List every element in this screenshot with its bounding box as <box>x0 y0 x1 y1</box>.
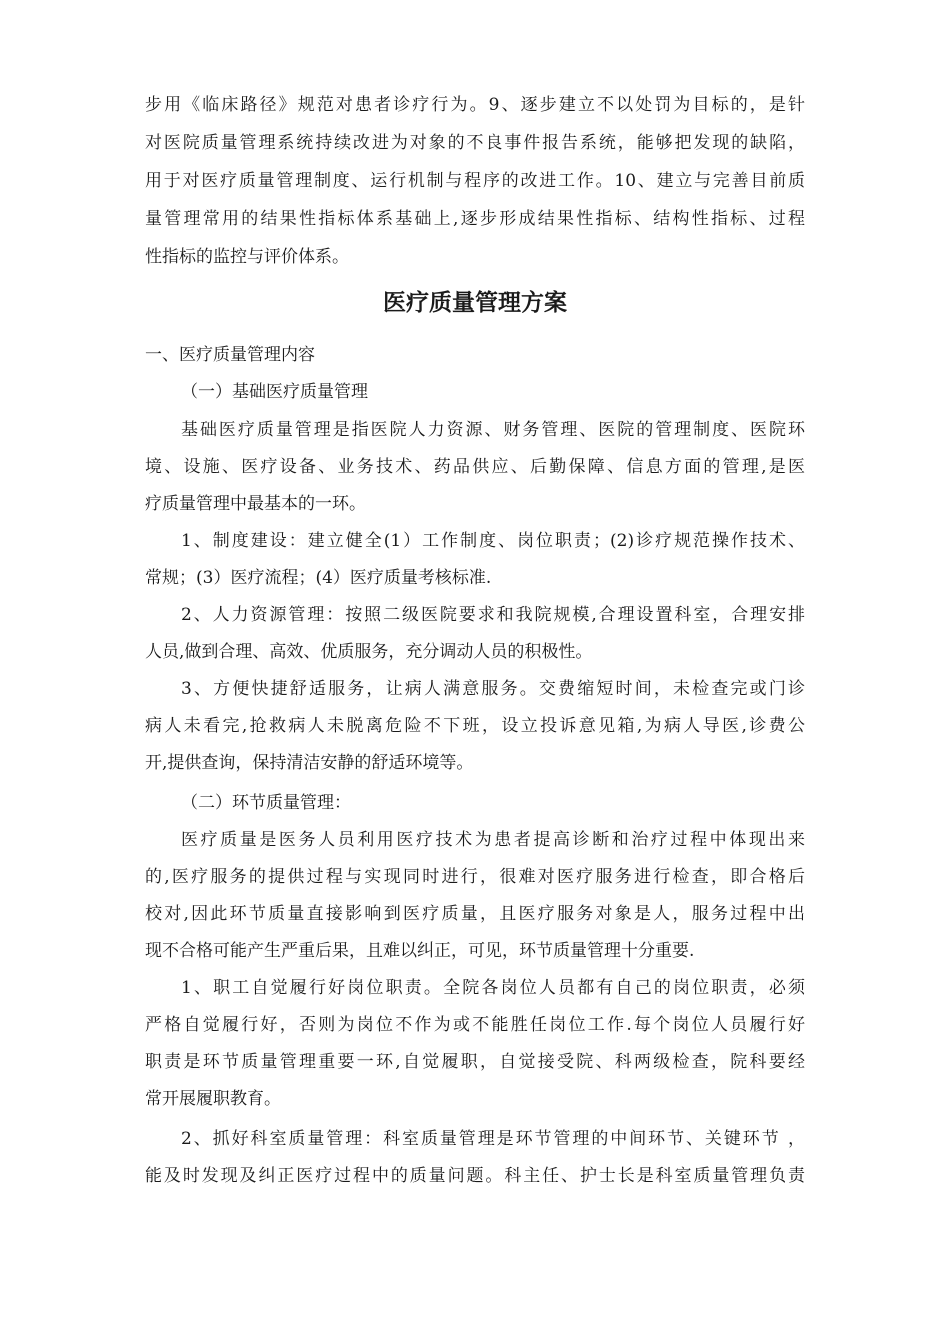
paragraph-line: 职责是环节质量管理重要一环,自觉履职，自觉接受院、科两级检查，院科要经 <box>145 1052 805 1072</box>
paragraph-line: 校对,因此环节质量直接影响到医疗质量，且医疗服务对象是人，服务过程中出 <box>145 904 805 924</box>
paragraph-line: 量管理常用的结果性指标体系基础上,逐步形成结果性指标、结构性指标、过程 <box>145 209 805 229</box>
subsection-heading: （二）环节质量管理： <box>181 793 351 813</box>
paragraph-line: 3、方便快捷舒适服务，让病人满意服务。交费缩短时间，未检查完或门诊 <box>181 679 805 699</box>
paragraph-line: 对医院质量管理系统持续改进为对象的不良事件报告系统，能够把发现的缺陷， <box>145 133 805 153</box>
section-heading: 一、医疗质量管理内容 <box>145 345 315 365</box>
paragraph-line: 基础医疗质量管理是指医院人力资源、财务管理、医院的管理制度、医院环 <box>181 420 805 440</box>
paragraph-line: 现不合格可能产生严重后果，且难以纠正，可见，环节质量管理十分重要. <box>145 941 695 961</box>
paragraph-line: 人员,做到合理、高效、优质服务，充分调动人员的积极性。 <box>145 642 593 662</box>
paragraph-line: 能及时发现及纠正医疗过程中的质量问题。科主任、护士长是科室质量管理负责 <box>145 1166 805 1186</box>
paragraph-line: 1、职工自觉履行好岗位职责。全院各岗位人员都有自己的岗位职责，必须 <box>181 978 805 998</box>
paragraph-line: 常开展履职教育。 <box>145 1089 281 1109</box>
paragraph-line: 1、制度建设：建立健全(1）工作制度、岗位职责；(2)诊疗规范操作技术、 <box>181 531 805 551</box>
paragraph-line: 步用《临床路径》规范对患者诊疗行为。9、逐步建立不以处罚为目标的，是针 <box>145 95 805 115</box>
paragraph-line: 2、人力资源管理：按照二级医院要求和我院规模,合理设置科室，合理安排 <box>181 605 805 625</box>
document-title: 医疗质量管理方案 <box>383 290 567 316</box>
paragraph-line: 境、设施、医疗设备、业务技术、药品供应、后勤保障、信息方面的管理,是医 <box>145 457 805 477</box>
paragraph-line: 严格自觉履行好，否则为岗位不作为或不能胜任岗位工作.每个岗位人员履行好 <box>145 1015 805 1035</box>
paragraph-line: 2、抓好科室质量管理：科室质量管理是环节管理的中间环节、关键环节 ， <box>181 1129 805 1149</box>
paragraph-line: 常规；(3）医疗流程；(4）医疗质量考核标准. <box>145 568 492 588</box>
paragraph-line: 病人未看完,抢救病人未脱离危险不下班，设立投诉意见箱,为病人导医,诊费公 <box>145 716 805 736</box>
paragraph-line: 性指标的监控与评价体系。 <box>145 247 349 267</box>
paragraph-line: 的,医疗服务的提供过程与实现同时进行，很难对医疗服务进行检查，即合格后 <box>145 867 805 887</box>
paragraph-line: 医疗质量是医务人员利用医疗技术为患者提高诊断和治疗过程中体现出来 <box>181 830 805 850</box>
paragraph-line: 用于对医疗质量管理制度、运行机制与程序的改进工作。10、建立与完善目前质 <box>145 171 805 191</box>
paragraph-line: 疗质量管理中最基本的一环。 <box>145 494 366 514</box>
subsection-heading: （一）基础医疗质量管理 <box>181 382 368 402</box>
paragraph-line: 开,提供查询，保持清洁安静的舒适环境等。 <box>145 753 474 773</box>
